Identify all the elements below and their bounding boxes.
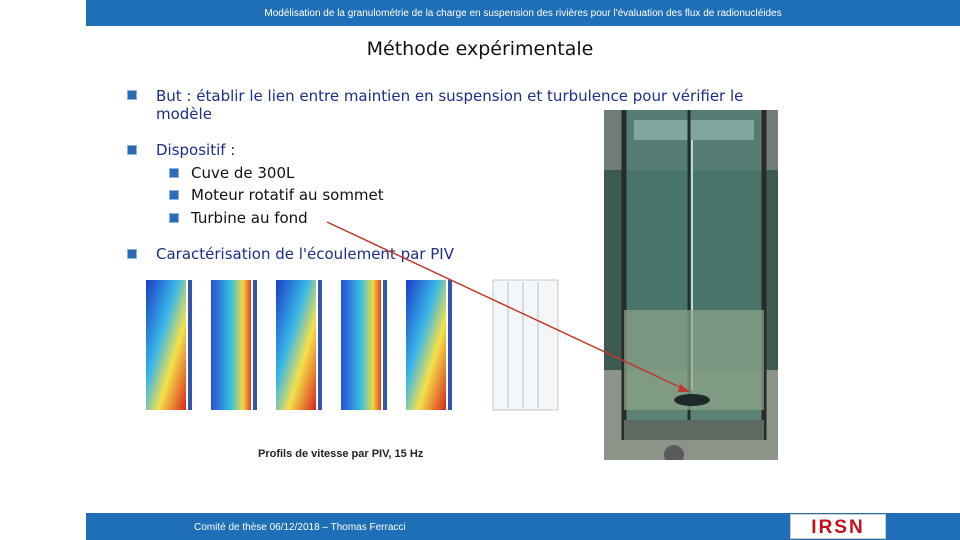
header-banner: Modélisation de la granulométrie de la charge en suspension des rivières pour l'évaluation des flux de radionucléides xyxy=(86,0,960,26)
slide-title: Méthode expérimentale xyxy=(366,38,594,60)
bullet-but-line1: But : établir le lien entre maintien en suspension et turbulence pour vérifier le xyxy=(156,87,744,105)
bullet-but-line2: modèle xyxy=(156,105,212,123)
bullet-piv: Caractérisation de l'écoulement par PIV xyxy=(156,245,454,263)
bullet-dispositif: Dispositif : xyxy=(156,141,236,159)
irsn-logo xyxy=(790,514,886,539)
dispositif-item-cuve: Cuve de 300L xyxy=(191,164,295,182)
dispositif-item-moteur: Moteur rotatif au sommet xyxy=(191,186,384,204)
dispositif-item-turbine: Turbine au fond xyxy=(191,209,308,227)
irsn-logo-text: IRSN xyxy=(811,517,865,538)
footer-text: Comité de thèse 06/12/2018 – Thomas Ferracci xyxy=(194,522,406,533)
figure-caption: Profils de vitesse par PIV, 15 Hz xyxy=(258,448,424,460)
